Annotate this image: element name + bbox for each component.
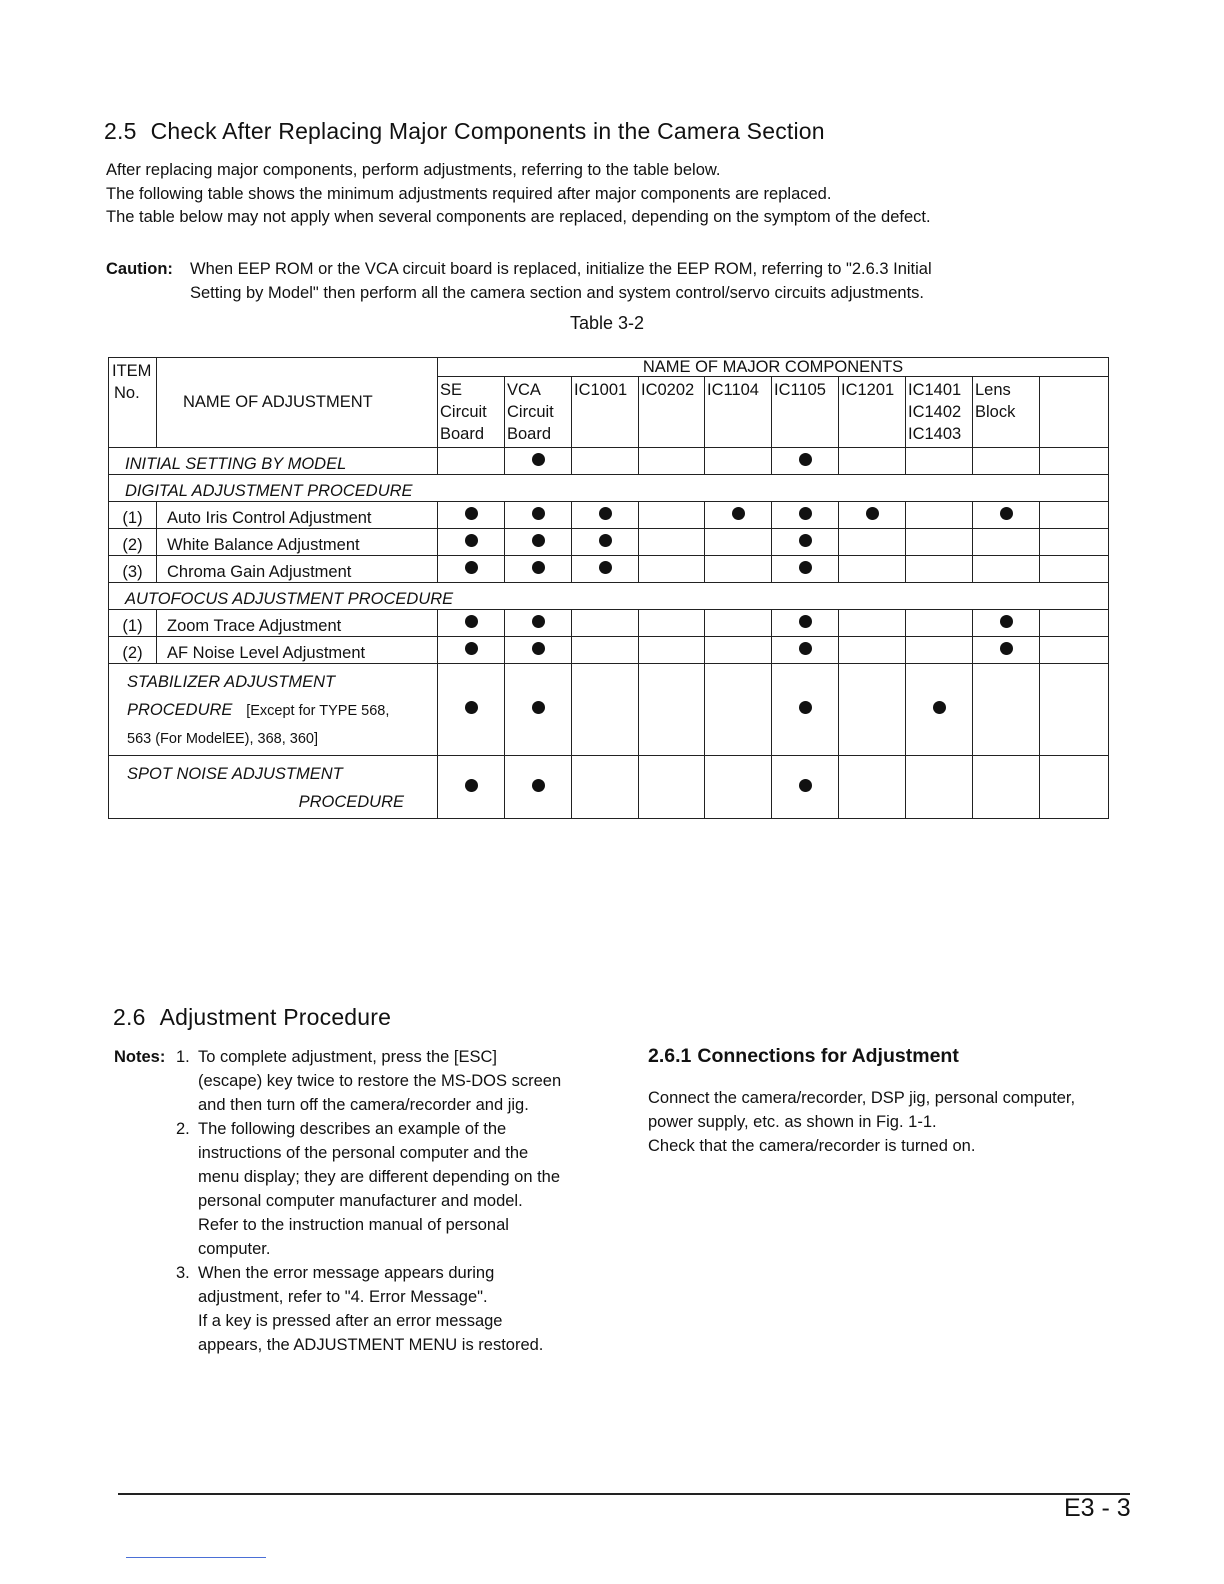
component-lens-block: Lens Block bbox=[973, 377, 1040, 448]
row-initial-setting bbox=[109, 448, 1109, 475]
required-mark-dot bbox=[799, 615, 812, 628]
component-cell bbox=[839, 556, 906, 583]
section-number: 2.5 bbox=[104, 118, 137, 144]
table-caption: Table 3-2 bbox=[570, 313, 645, 333]
component-cell bbox=[438, 529, 505, 556]
required-mark-dot bbox=[599, 534, 612, 547]
adjustment-name: Zoom Trace Adjustment bbox=[157, 610, 438, 637]
required-mark-dot bbox=[933, 701, 946, 714]
component-cell bbox=[505, 664, 572, 756]
component-cell bbox=[839, 610, 906, 637]
component-cell bbox=[505, 637, 572, 664]
row-auto-iris bbox=[109, 502, 1109, 529]
component-cell bbox=[572, 502, 639, 529]
component-cell bbox=[906, 529, 973, 556]
component-cell bbox=[639, 610, 705, 637]
required-mark-dot bbox=[465, 534, 478, 547]
component-cell bbox=[906, 637, 973, 664]
name-of-adjustment-header: NAME OF ADJUSTMENT bbox=[157, 358, 438, 448]
component-cell bbox=[438, 664, 505, 756]
component-cell bbox=[705, 610, 772, 637]
required-mark-dot bbox=[465, 701, 478, 714]
section-heading-2-6 bbox=[113, 1004, 391, 1031]
component-cell bbox=[839, 529, 906, 556]
component-cell bbox=[906, 664, 973, 756]
required-mark-dot bbox=[599, 561, 612, 574]
component-cell bbox=[705, 529, 772, 556]
component-cell bbox=[973, 448, 1040, 475]
component-cell bbox=[639, 664, 705, 756]
component-cell bbox=[973, 637, 1040, 664]
component-cell bbox=[1040, 664, 1109, 756]
required-mark-dot bbox=[532, 615, 545, 628]
component-cell bbox=[1040, 756, 1109, 819]
component-cell bbox=[505, 448, 572, 475]
required-mark-dot bbox=[465, 779, 478, 792]
section-number: 2.6 bbox=[113, 1004, 146, 1030]
required-mark-dot bbox=[799, 453, 812, 466]
required-mark-dot bbox=[599, 507, 612, 520]
required-mark-dot bbox=[799, 534, 812, 547]
connections-paragraph: Connect the camera/recorder, DSP jig, personal computer, power supply, etc. as shown in Fig. 1-1. Check that the camera/recorder is turned on. bbox=[648, 1089, 1076, 1155]
component-cell bbox=[906, 756, 973, 819]
component-se-board: SE Circuit Board bbox=[438, 377, 505, 448]
component-cell bbox=[839, 756, 906, 819]
intro-paragraph bbox=[106, 159, 931, 230]
component-cell bbox=[639, 529, 705, 556]
intro-line: After replacing major components, perform adjustments, referring to the table below. bbox=[106, 161, 721, 179]
component-cell bbox=[772, 502, 839, 529]
component-cell bbox=[505, 756, 572, 819]
component-cell bbox=[438, 637, 505, 664]
required-mark-dot bbox=[532, 701, 545, 714]
component-cell bbox=[973, 756, 1040, 819]
initial-setting-label: INITIAL SETTING BY MODEL bbox=[109, 448, 438, 475]
adjustment-name: Chroma Gain Adjustment bbox=[157, 556, 438, 583]
caution-text bbox=[190, 257, 932, 305]
component-cell bbox=[705, 637, 772, 664]
required-mark-dot bbox=[532, 507, 545, 520]
required-mark-dot bbox=[465, 507, 478, 520]
component-cell bbox=[572, 637, 639, 664]
component-cell bbox=[639, 502, 705, 529]
component-ic0202: IC0202 bbox=[639, 377, 705, 448]
caution-line: Setting by Model" then perform all the camera section and system control/servo circuits adjustments. bbox=[190, 284, 925, 302]
component-cell bbox=[505, 556, 572, 583]
required-mark-dot bbox=[866, 507, 879, 520]
component-cell bbox=[973, 502, 1040, 529]
component-cell bbox=[572, 529, 639, 556]
adjustment-name: AF Noise Level Adjustment bbox=[157, 637, 438, 664]
section-title: Adjustment Procedure bbox=[159, 1004, 392, 1030]
component-cell bbox=[1040, 448, 1109, 475]
component-cell bbox=[772, 556, 839, 583]
component-cell bbox=[705, 556, 772, 583]
component-vca-board: VCA Circuit Board bbox=[505, 377, 572, 448]
row-stabilizer bbox=[109, 664, 1109, 756]
component-cell bbox=[973, 610, 1040, 637]
component-cell bbox=[772, 610, 839, 637]
row-autofocus-section bbox=[109, 583, 1109, 610]
component-cell bbox=[572, 448, 639, 475]
component-cell bbox=[438, 756, 505, 819]
component-cell bbox=[505, 610, 572, 637]
required-mark-dot bbox=[532, 561, 545, 574]
row-digital-section bbox=[109, 475, 1109, 502]
component-cell bbox=[1040, 556, 1109, 583]
footer-rule bbox=[118, 1493, 1130, 1495]
component-cell bbox=[973, 556, 1040, 583]
scan-edge-line bbox=[126, 1557, 266, 1558]
adjustment-table bbox=[108, 357, 1109, 819]
component-cell bbox=[572, 556, 639, 583]
section-heading-2-6-1 bbox=[648, 1045, 959, 1068]
component-cell bbox=[906, 448, 973, 475]
required-mark-dot bbox=[465, 642, 478, 655]
component-cell bbox=[639, 448, 705, 475]
row-number: (2) bbox=[109, 529, 157, 556]
component-cell bbox=[1040, 529, 1109, 556]
component-cell bbox=[772, 664, 839, 756]
table-header-row bbox=[109, 358, 1109, 377]
component-cell bbox=[1040, 502, 1109, 529]
intro-line: The table below may not apply when several components are replaced, depending on the symptom of the defect. bbox=[106, 208, 931, 226]
component-cell bbox=[572, 756, 639, 819]
component-cell bbox=[639, 756, 705, 819]
component-cell bbox=[906, 556, 973, 583]
component-cell bbox=[705, 448, 772, 475]
component-cell bbox=[705, 756, 772, 819]
row-number: (3) bbox=[109, 556, 157, 583]
component-cell bbox=[906, 610, 973, 637]
component-cell bbox=[1040, 610, 1109, 637]
component-cell bbox=[772, 756, 839, 819]
required-mark-dot bbox=[1000, 642, 1013, 655]
component-cell bbox=[1040, 637, 1109, 664]
notes-label: Notes: bbox=[114, 1048, 166, 1066]
major-components-header: NAME OF MAJOR COMPONENTS bbox=[438, 358, 1109, 377]
component-cell bbox=[705, 664, 772, 756]
component-cell bbox=[505, 529, 572, 556]
required-mark-dot bbox=[1000, 507, 1013, 520]
component-cell bbox=[772, 448, 839, 475]
intro-line: The following table shows the minimum adjustments required after major components are replaced. bbox=[106, 184, 832, 203]
row-zoom-trace bbox=[109, 610, 1109, 637]
stabilizer-label: STABILIZER ADJUSTMENT PROCEDURE [Except for TYPE 568, 563 (For ModelEE), 368, 360] bbox=[109, 664, 438, 756]
component-cell bbox=[973, 664, 1040, 756]
required-mark-dot bbox=[799, 779, 812, 792]
component-cell bbox=[438, 448, 505, 475]
component-cell bbox=[839, 637, 906, 664]
component-cell bbox=[839, 502, 906, 529]
required-mark-dot bbox=[799, 701, 812, 714]
component-cell bbox=[973, 529, 1040, 556]
component-cell bbox=[438, 556, 505, 583]
component-ic1001: IC1001 bbox=[572, 377, 639, 448]
component-ic1104: IC1104 bbox=[705, 377, 772, 448]
row-white-balance bbox=[109, 529, 1109, 556]
component-cell bbox=[772, 529, 839, 556]
required-mark-dot bbox=[1000, 615, 1013, 628]
component-cell bbox=[906, 502, 973, 529]
manual-page: 2.5 Check After Replacing Major Components in the Camera Section After replacing major components, perform adjustments, referring to the table below. The following table shows the minimum adjustments required after major components are replaced. The table below may not apply when several components are replaced, depending on the symptom of the defect. Caution: When EEP ROM or the VCA circuit board is replaced, initialize the EEP ROM, referring to "2.6.3 Initial Setting by Model" then perform all the camera section and system control/servo circuits adjustments. Table 3-2 ITEM No. NAME OF ADJUSTMENT NAME OF MAJOR COMPONENTS SE Circuit Board VCA Circuit Board IC1001 IC0202 IC1104 IC1105 IC1201 IC1401 IC1402 IC1403 Lens Block INITIAL SETTING BY MODEL DIGITAL ADJUSTMENT PROCEDURE (1) Auto Iris Control Adjustment (2) White Balance Adjustment (3) Chroma Gain Adjustment AUTOFOCUS ADJUSTMENT PROCEDURE (1) Zoom Trace Adjustment (2) AF Noise Level Adjustment STABILIZER ADJUSTMENT PROCEDURE [Except for TYPE 568, 563 (For ModelEE), 368, 360] SPOT NOISE ADJUSTMENT PROCEDURE 2.6 Adjustment Procedure Notes: 1. To complete adjustment, press the [ESC] (escape) key twice to restore the MS-DOS screen and then turn off the camera/recorder and jig. 2. The following describes an example of the instructions of the personal computer and the menu display; they are different depending on the personal computer manufacturer and model. Refer to the instruction manual of personal computer. 3. When the error message appears during adjustment, refer to "4. Error Message". If a key is pressed after an error message appears, the ADJUSTMENT MENU is restored. 2.6.1 Connections for Adjustment Connect the camera/recorder, DSP jig, personal computer, power supply, etc. as shown in Fig. 1-1. Check that the camera/recorder is turned on. E3 - 3 bbox=[0, 0, 1224, 1584]
row-af-noise bbox=[109, 637, 1109, 664]
adjustment-name: Auto Iris Control Adjustment bbox=[157, 502, 438, 529]
component-cell bbox=[839, 448, 906, 475]
component-cell bbox=[639, 556, 705, 583]
row-number: (2) bbox=[109, 637, 157, 664]
adjustment-name: White Balance Adjustment bbox=[157, 529, 438, 556]
component-cell bbox=[438, 502, 505, 529]
caution-label: Caution: bbox=[106, 260, 173, 278]
required-mark-dot bbox=[799, 561, 812, 574]
component-cell bbox=[705, 502, 772, 529]
component-cell bbox=[572, 610, 639, 637]
required-mark-dot bbox=[799, 507, 812, 520]
section-title: Check After Replacing Major Components in the Camera Section bbox=[150, 118, 825, 144]
row-chroma-gain bbox=[109, 556, 1109, 583]
required-mark-dot bbox=[799, 642, 812, 655]
required-mark-dot bbox=[532, 779, 545, 792]
digital-section-label: DIGITAL ADJUSTMENT PROCEDURE bbox=[109, 475, 1109, 502]
required-mark-dot bbox=[532, 642, 545, 655]
component-cell bbox=[572, 664, 639, 756]
autofocus-section-label: AUTOFOCUS ADJUSTMENT PROCEDURE bbox=[109, 583, 1109, 610]
caution-line: When EEP ROM or the VCA circuit board is replaced, initialize the EEP ROM, referring to "2.6.3 Initial bbox=[190, 260, 932, 278]
section-number: 2.6.1 bbox=[648, 1045, 692, 1067]
required-mark-dot bbox=[465, 615, 478, 628]
required-mark-dot bbox=[532, 453, 545, 466]
item-no-header: ITEM No. bbox=[109, 358, 157, 448]
component-cell bbox=[772, 637, 839, 664]
section-heading-2-5 bbox=[104, 118, 825, 145]
row-spot-noise bbox=[109, 756, 1109, 819]
component-ic1401-1403: IC1401 IC1402 IC1403 bbox=[906, 377, 973, 448]
component-blank bbox=[1040, 377, 1109, 448]
component-cell bbox=[438, 610, 505, 637]
required-mark-dot bbox=[532, 534, 545, 547]
row-number: (1) bbox=[109, 502, 157, 529]
page-number: E3 - 3 bbox=[1064, 1494, 1131, 1522]
component-ic1105: IC1105 bbox=[772, 377, 839, 448]
component-ic1201: IC1201 bbox=[839, 377, 906, 448]
row-number: (1) bbox=[109, 610, 157, 637]
component-cell bbox=[839, 664, 906, 756]
component-cell bbox=[639, 637, 705, 664]
spot-noise-label: SPOT NOISE ADJUSTMENT PROCEDURE bbox=[109, 756, 438, 819]
required-mark-dot bbox=[732, 507, 745, 520]
required-mark-dot bbox=[465, 561, 478, 574]
component-cell bbox=[505, 502, 572, 529]
section-title: Connections for Adjustment bbox=[697, 1045, 959, 1067]
